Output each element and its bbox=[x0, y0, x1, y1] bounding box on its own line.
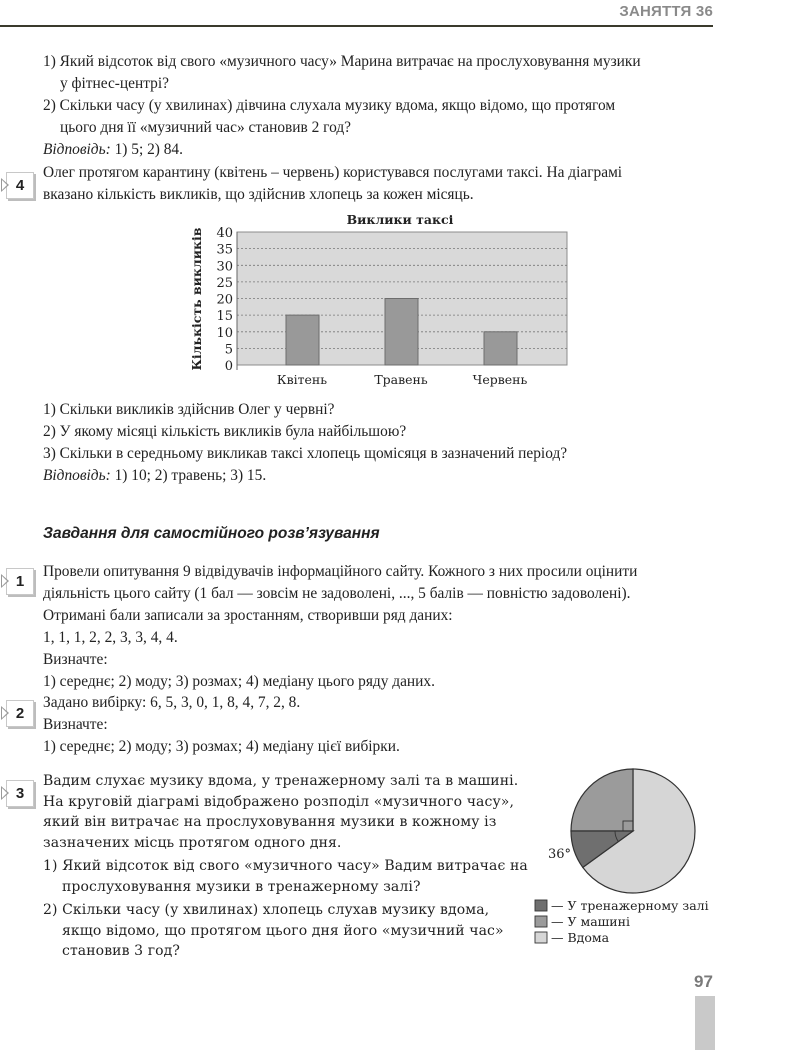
question-line: якщо відомо, що протягом цього дня його «музичний час» bbox=[62, 922, 504, 939]
text-line: На круговій діаграмі відображено розподіл «музичного часу», bbox=[43, 793, 514, 810]
exercise3-text bbox=[43, 771, 528, 962]
svg-text:Червень: Червень bbox=[472, 372, 528, 387]
question-line: цього дня її «музичний час» становив 2 год? bbox=[60, 119, 352, 136]
exercise1-text bbox=[43, 561, 715, 693]
header-divider bbox=[0, 25, 713, 27]
question-line: у фітнес-центрі? bbox=[60, 75, 169, 92]
badge-number: 2 bbox=[15, 705, 25, 722]
text-line: який він витрачає на прослуховування музики в кожному із bbox=[43, 814, 497, 830]
text-line: діяльність цього сайту (1 бал — зовсім не задоволені, ..., 5 балів — повністю задоволені). bbox=[43, 585, 631, 602]
svg-text:25: 25 bbox=[216, 275, 233, 291]
text-line: Задано вибірку: 6, 5, 3, 0, 1, 8, 4, 7, 2, 8. bbox=[43, 694, 301, 711]
svg-text:10: 10 bbox=[216, 325, 233, 341]
question-line: 3) Скільки в середньому викликав таксі хлопець щомісяця в зазначений період? bbox=[43, 445, 568, 462]
task4-questions bbox=[43, 399, 715, 487]
text-line: Отримані бали записали за зростанням, створивши ряд даних: bbox=[43, 607, 453, 624]
svg-text:35: 35 bbox=[216, 242, 233, 258]
section-title: Завдання для самостійного розв’язування bbox=[43, 525, 380, 542]
chart-title: Виклики таксі bbox=[346, 212, 454, 227]
chevron-right-icon bbox=[1, 574, 9, 588]
badge-number: 4 bbox=[15, 177, 25, 194]
chevron-right-icon bbox=[1, 178, 9, 192]
answer-label: Відповідь: bbox=[43, 467, 111, 484]
page-edge-bar bbox=[695, 996, 715, 1050]
exercise-number-badge bbox=[6, 700, 34, 727]
question-line: 2) У якому місяці кількість викликів була найбільшою? bbox=[43, 423, 407, 440]
text-line: 1, 1, 1, 2, 2, 3, 3, 4, 4. bbox=[43, 629, 178, 646]
prev-task-questions bbox=[43, 51, 715, 161]
answer-text: 1) 5; 2) 84. bbox=[110, 141, 183, 158]
text-line: Вадим слухає музику вдома, у тренажерному залі та в машині. bbox=[43, 773, 519, 789]
music-time-pie-chart bbox=[530, 760, 730, 955]
statement-line: вказано кількість викликів, що здійснив хлопець за кожен місяць. bbox=[43, 186, 474, 203]
y-axis-label: Кількість викликів bbox=[189, 227, 204, 371]
question-line: 1) Який відсоток від свого «музичного часу» Вадим витрачає на bbox=[43, 858, 528, 874]
taxi-calls-bar-chart bbox=[180, 205, 580, 395]
pie-legend bbox=[535, 898, 709, 945]
statement-line: Олег протягом карантину (квітень – червень) користувався послугами таксі. На діаграмі bbox=[43, 164, 623, 181]
question-line: 2) Скільки часу (у хвилинах) хлопець слухав музику вдома, bbox=[43, 902, 490, 918]
svg-text:15: 15 bbox=[216, 309, 233, 325]
badge-number: 3 bbox=[15, 785, 25, 802]
answer-line bbox=[43, 139, 715, 161]
legend-label-gym: — У тренажерному залі bbox=[551, 898, 709, 913]
legend-label-home: — Вдома bbox=[551, 930, 610, 945]
question-line: прослуховування музики в тренажерному залі? bbox=[62, 878, 421, 895]
svg-text:Травень: Травень bbox=[374, 372, 428, 387]
badge-number: 1 bbox=[15, 573, 25, 590]
question-line: 2) Скільки часу (у хвилинах) дівчина слухала музику вдома, якщо відомо, що протягом bbox=[43, 97, 616, 114]
task4-statement bbox=[43, 162, 715, 206]
question-line: 1) Який відсоток від свого «музичного часу» Марина витрачає на прослуховування музики bbox=[43, 53, 641, 70]
exercise-number-badge bbox=[6, 780, 34, 807]
x-tick-labels bbox=[277, 372, 528, 387]
lesson-header-title: ЗАНЯТТЯ 36 bbox=[619, 3, 713, 20]
answer-text: 1) 10; 2) травень; 3) 15. bbox=[110, 467, 267, 484]
bar-traven bbox=[385, 299, 418, 366]
svg-text:20: 20 bbox=[216, 292, 233, 308]
answer-label: Відповідь: bbox=[43, 141, 111, 158]
question-line: становив 3 год? bbox=[62, 943, 180, 959]
answer-line bbox=[43, 465, 715, 487]
svg-text:40: 40 bbox=[216, 226, 233, 241]
y-tick-labels bbox=[216, 226, 233, 374]
exercise2-text bbox=[43, 692, 715, 758]
svg-text:0: 0 bbox=[224, 359, 233, 374]
svg-text:Квітень: Квітень bbox=[276, 372, 328, 387]
task-number-badge bbox=[6, 172, 34, 199]
svg-text:5: 5 bbox=[224, 342, 233, 358]
pie-slice-car bbox=[571, 769, 633, 831]
text-line: Визначте: bbox=[43, 651, 108, 668]
bar-kviten bbox=[286, 315, 319, 365]
exercise-number-badge bbox=[6, 568, 34, 595]
page-number: 97 bbox=[694, 972, 713, 991]
text-line: 1) середнє; 2) моду; 3) розмах; 4) медіану цієї вибірки. bbox=[43, 738, 400, 755]
chevron-right-icon bbox=[1, 706, 9, 720]
angle-label: 36° bbox=[548, 847, 572, 862]
svg-text:30: 30 bbox=[216, 259, 233, 275]
text-line: Провели опитування 9 відвідувачів інформаційного сайту. Кожного з них просили оцінити bbox=[43, 563, 638, 580]
chevron-right-icon bbox=[1, 786, 9, 800]
text-line: Визначте: bbox=[43, 716, 108, 733]
exercise3-questions bbox=[43, 856, 528, 962]
text-line: 1) середнє; 2) моду; 3) розмах; 4) медіану цього ряду даних. bbox=[43, 673, 435, 690]
question-line: 1) Скільки викликів здійснив Олег у червні? bbox=[43, 401, 335, 418]
bar-cherven bbox=[484, 332, 517, 365]
legend-label-car: — У машині bbox=[551, 914, 630, 929]
text-line: зазначених місць протягом одного дня. bbox=[43, 834, 342, 851]
